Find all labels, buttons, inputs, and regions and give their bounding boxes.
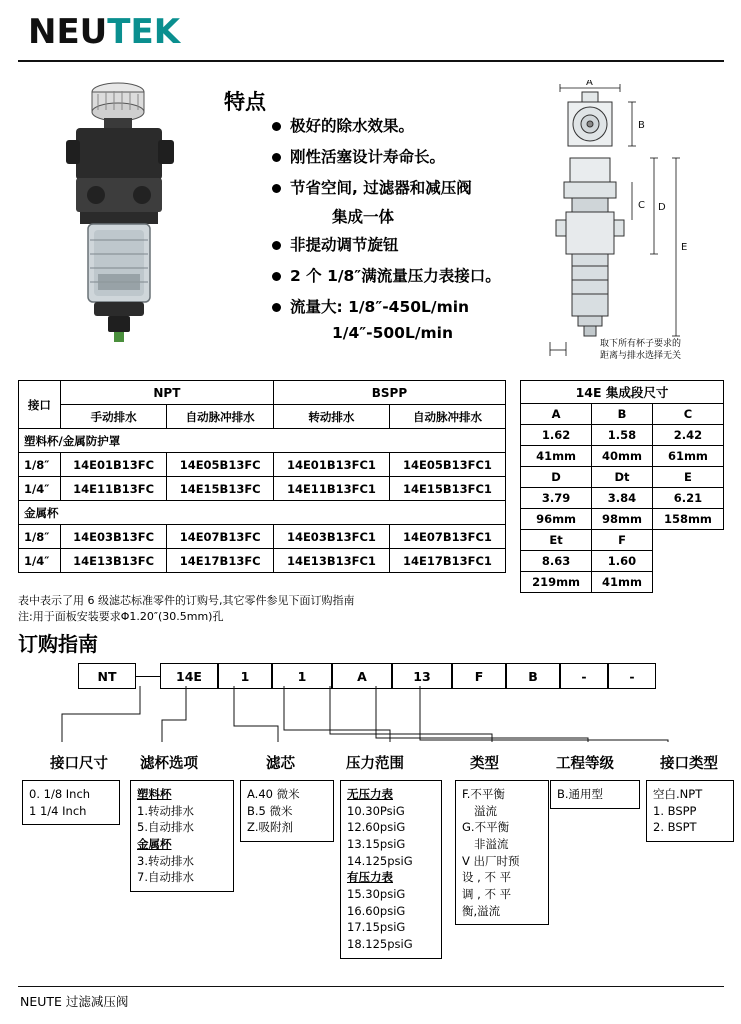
option-line: Z.吸附剂 [247,820,294,835]
dimensions-table [520,380,724,593]
option-line: 16.60psiG [347,903,406,918]
guide-col-title-thread: 接口类型 [660,756,718,772]
col-interface-header: 接口 [19,381,61,429]
table-row [19,525,506,549]
code-cell-nt[interactable]: NT [78,663,136,689]
option-line: 5.自动排水 [137,820,194,835]
dims-title: 14E 集成段尺寸 [521,381,724,404]
dim-cell: Dt [592,467,653,488]
guide-options-type [455,780,549,925]
order-code: 14E07B13FC [167,525,274,549]
dim-cell: 61mm [652,446,723,467]
feature-label: 刚性活塞设计寿命长。 [290,147,446,166]
order-code: 14E05B13FC [167,453,274,477]
option-line: 1 1/4 Inch [29,803,87,818]
option-line: V 出厂时预 [462,853,520,868]
order-guide-title: 订购指南 [18,632,98,656]
bullet-icon [272,122,281,131]
dim-cell: C [652,404,723,425]
option-line: 1.转动排水 [137,803,194,818]
guide-col-title-pressure: 压力范围 [346,756,404,772]
guide-col-title-grade: 工程等级 [556,756,614,772]
order-code: 14E17B13FC [167,549,274,573]
option-line: 18.125psiG [347,937,413,952]
option-line: 塑料杯 [137,787,172,801]
code-cell-port-size[interactable]: 1 [218,663,272,689]
option-line: 17.15psiG [347,920,406,935]
guide-col-title-bowl: 滤杯选项 [140,756,198,772]
option-line: 3.转动排水 [137,853,194,868]
dim-cell: 41mm [592,572,653,593]
group-npt-header: NPT [60,381,273,405]
dim-cell: 40mm [592,446,653,467]
dim-label-e: E [681,242,688,253]
dim-label-a: A [586,80,593,88]
row-size: 1/8″ [19,525,61,549]
section-metal-label: 金属杯 [19,501,506,525]
product-photo [46,78,196,348]
option-line: 金属杯 [137,837,172,852]
dim-cell: 1.62 [521,425,592,446]
dim-cell: 2.42 [652,425,723,446]
option-line: 7.自动排水 [137,870,194,885]
feature-label: 极好的除水效果。 [290,117,415,135]
guide-col-title-port-size: 接口尺寸 [50,756,108,772]
table-row [521,488,724,509]
subhead-cell: 手动排水 [60,405,167,429]
order-code: 14E01B13FC1 [273,453,389,477]
logo-main-text: NEU [28,12,108,52]
group-bspp-header: BSPP [273,381,505,405]
option-line: F.不平衡 [462,787,505,801]
table-row [521,381,724,404]
bullet-icon [272,241,281,250]
table-row [521,425,724,446]
order-code: 14E01B13FC [60,453,167,477]
dim-label-b: B [638,120,645,131]
option-line: 空白.NPT [653,787,703,801]
option-line: 非溢流 [474,837,509,852]
dim-label-c: C [638,200,645,211]
dim-cell: 219mm [521,572,592,593]
table-row [521,404,724,425]
order-code: 14E15B13FC [167,477,274,501]
option-line: B.5 微米 [247,803,293,818]
bullet-icon [272,303,281,312]
dim-cell: 3.84 [592,488,653,509]
subhead-cell: 自动脉冲排水 [167,405,274,429]
dim-cell: 96mm [521,509,592,530]
option-line: 10.30PsiG [347,803,405,818]
table-note-2: 注:用于面板安装要求Φ1.20″(30.5mm)孔 [18,610,224,623]
guide-options-grade [550,780,640,809]
drawing-note: 取下所有杯子要求的 距离与排水选择无关 [600,339,682,362]
order-code: 14E07B13FC1 [389,525,505,549]
table-row [521,509,724,530]
brand-logo [28,12,180,52]
features-title: 特点 [224,90,266,114]
guide-options-element [240,780,334,842]
option-line: 有压力表 [347,870,393,885]
option-line: 调 , 不 平 [462,887,512,902]
table-row [521,530,724,551]
guide-col-title-type: 类型 [470,756,499,772]
dim-cell: E [652,467,723,488]
option-line: 2. BSPT [653,820,697,835]
section-plastic-label: 塑料杯/金属防护罩 [19,429,506,453]
table-row [521,467,724,488]
subhead-cell: 转动排水 [273,405,389,429]
guide-options-port-size [22,780,120,825]
dim-cell: 6.21 [652,488,723,509]
option-line: B.通用型 [557,787,604,801]
table-section-row [19,501,506,525]
option-line: 14.125psiG [347,853,413,868]
order-code: 14E03B13FC1 [273,525,389,549]
order-code: 14E11B13FC1 [273,477,389,501]
table-row [19,381,506,405]
order-code: 14E05B13FC1 [389,453,505,477]
option-line: 13.15psiG [347,837,406,852]
feature-sub-label: 1/4″-500L/min [332,323,453,342]
row-size: 1/4″ [19,549,61,573]
guide-col-title-element: 滤芯 [266,756,295,772]
order-code: 14E13B13FC [60,549,167,573]
dim-label-d: D [658,202,666,213]
option-line: 15.30psiG [347,887,406,902]
code-cell-thread-2[interactable]: - [608,663,656,689]
order-code: 14E11B13FC [60,477,167,501]
code-cell-grade[interactable]: B [506,663,560,689]
code-cell-thread-1[interactable]: - [560,663,608,689]
option-line: 12.60psiG [347,820,406,835]
table-row [521,446,724,467]
order-code: 14E13B13FC1 [273,549,389,573]
code-cell-pressure[interactable]: 13 [392,663,452,689]
feature-label: 非提动调节旋钮 [290,235,399,254]
option-line: 0. 1/8 Inch [29,787,91,801]
code-cell-type[interactable]: F [452,663,506,689]
option-line: 溢流 [474,803,497,818]
option-line: A.40 微米 [247,787,300,801]
guide-options-thread [646,780,734,842]
guide-options-bowl [130,780,234,892]
order-number-table [18,380,506,573]
dim-cell: 8.63 [521,551,592,572]
dim-cell: D [521,467,592,488]
dim-cell-empty [652,530,723,593]
page-header [0,0,741,62]
option-line: G.不平衡 [462,820,510,835]
row-size: 1/4″ [19,477,61,501]
order-code: 14E15B13FC1 [389,477,505,501]
subhead-cell: 自动脉冲排水 [389,405,505,429]
option-line: 1. BSPP [653,803,697,818]
dim-cell: 3.79 [521,488,592,509]
header-divider [18,60,724,62]
code-cell-element[interactable]: A [332,663,392,689]
table-row [19,549,506,573]
dim-cell: A [521,404,592,425]
dim-cell: 41mm [521,446,592,467]
table-note-1: 表中表示了用 6 级滤芯标准零件的订购号,其它零件参见下面订购指南 [18,594,355,607]
logo-accent-text: TEK [107,12,181,52]
option-line: 无压力表 [347,787,393,801]
option-line: 设 , 不 平 [462,870,512,885]
technical-drawing [520,80,720,370]
dim-cell: B [592,404,653,425]
bullet-icon [272,184,281,193]
footer-divider [18,986,724,987]
row-size: 1/8″ [19,453,61,477]
code-connector [136,676,160,677]
dim-cell: F [592,530,653,551]
code-cell-bowl[interactable]: 1 [272,663,332,689]
table-row [19,453,506,477]
bullet-icon [272,153,281,162]
dim-cell: 1.58 [592,425,653,446]
code-cell-series[interactable]: 14E [160,663,218,689]
dim-cell: Et [521,530,592,551]
table-row [19,477,506,501]
feature-label: 流量大: 1/8″-450L/min [290,297,470,316]
order-code: 14E17B13FC1 [389,549,505,573]
order-code: 14E03B13FC [60,525,167,549]
dim-cell: 1.60 [592,551,653,572]
footer-text: NEUTE 过滤减压阀 [20,994,129,1009]
table-row [19,405,506,429]
feature-label: 节省空间, 过滤器和减压阀 [290,178,472,197]
bullet-icon [272,272,281,281]
option-line: 衡,溢流 [462,903,501,918]
dim-cell: 158mm [652,509,723,530]
guide-options-pressure [340,780,442,959]
feature-label: 2 个 1/8″满流量压力表接口。 [290,266,501,285]
table-section-row [19,429,506,453]
dim-cell: 98mm [592,509,653,530]
feature-sub-label: 集成一体 [332,207,395,226]
